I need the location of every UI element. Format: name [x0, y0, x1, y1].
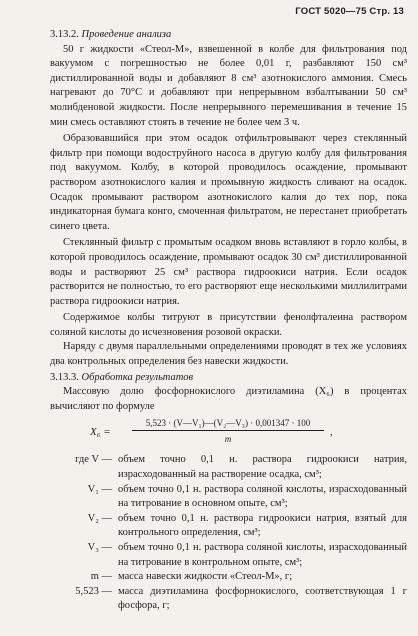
section-title: Проведение анализа [81, 29, 172, 40]
definition-text: масса диэтиламина фосфорнокислого, соответствующая 1 г фосфора, г; [118, 585, 407, 612]
formula-denominator: m [224, 434, 232, 445]
definition-text: объем точно 0,1 н. раствора гидроокиси натрия, взятый для контрольного определения, см³; [118, 512, 407, 539]
definition-item [50, 483, 407, 512]
paragraph-control: Наряду с двумя параллельными определениями проводят в тех же условиях два контрольных определения без навески жидкости. [50, 341, 407, 368]
page-header: ГОСТ 5020—75 Стр. 13 [295, 6, 404, 17]
definition-item [50, 453, 407, 482]
formula [50, 416, 407, 449]
document-body [50, 27, 407, 614]
definition-text: объем точно 0,1 н. раствора соляной кислоты, израсходованный на титрование в основном опыте, см³; [118, 483, 407, 510]
section-heading-3-13-3 [50, 371, 407, 386]
section-number: 3.13.2. [50, 29, 79, 40]
variable-definitions [50, 453, 407, 614]
formula-numerator: 5,523 · (V—V₁)—(V₂—V₃) · 0,001347 · 100 [145, 418, 311, 429]
definition-symbol: V₁ — [87, 483, 112, 495]
definition-item [50, 585, 407, 614]
paragraph-titration: Содержимое колбы титруют в присутствии фенолфталеина раствором соляной кислоты до исчезновения розовой окраски. [50, 312, 407, 338]
section-title: Обработка результатов [81, 371, 194, 383]
definition-text: объем точно 0,1 н. раствора соляной кислоты, израсходованный на титрование в контрольном опыте, см³; [118, 542, 407, 568]
paragraph-sample-preparation: 50 г жидкости «Стеол-М», взвешенной в колбе для фильтрования под вакуумом с погрешностью не более 0,01 г, разбавляют 150 см³ дистиллированной воды и добавляют 8 см³ азотнокислого аммония. Смесь нагревают до 70°С и добавляют при непрерывном взбалтывании 50 см³ молибденовой жидкости. После непрерывного перемешивания в течение 15 мин смесь оставляют стоять в течение не более чем 3 ч. [50, 43, 407, 128]
definition-text: объем точно 0,1 н. раствора гидроокиси натрия, израсходованный на растворение осадка, см³; [118, 454, 407, 481]
formula-tail: , [330, 426, 333, 439]
formula-lhs: X₆ = [90, 426, 111, 439]
paragraph-filtration: Образовавшийся при этом осадок отфильтровывают через стеклянный фильтр при помощи водоструйного насоса в другую колбу для фильтрования под вакуумом. Колбу, в которой проводилось осаждение, промывают раствором азотнокислого калия и промывную жидкость сливают на осадок. Осадок промывают раствором азотнокислого калия до тех пор, пока индикаторная бумага конго, смоченная фильтратом, не перестанет приобретать синего цвета. [50, 133, 407, 232]
definition-symbol: V₃ — [87, 542, 112, 553]
definition-symbol: m — [90, 571, 112, 583]
definition-item [50, 570, 407, 585]
paragraph-dissolution: Стеклянный фильтр с промытым осадком вновь вставляют в горло колбы, в которой проводилось осаждение, промывают осадок 30 см³ дистиллированной воды и растворяют 25 см³ раствора гидроокиси натрия. Если осадок растворится не полностью, то его растворяют еще несколькими миллилитрами раствора гидроокиси натрия. [50, 237, 407, 307]
definition-symbol: 5,523 — [75, 585, 112, 597]
definition-symbol: где V — [75, 454, 112, 466]
definition-item [50, 512, 407, 541]
fraction-bar [132, 430, 324, 431]
formula-intro: Массовую долю фосфорнокислого диэтиламина (X₆) в процентах вычисляют по формуле [50, 386, 407, 412]
definition-item [50, 541, 407, 570]
section-number: 3.13.3. [50, 371, 79, 383]
definition-text: масса навески жидкости «Стеол-М», г; [118, 571, 293, 583]
section-heading-3-13-2 [50, 28, 407, 43]
definition-symbol: V₂ — [87, 512, 112, 524]
